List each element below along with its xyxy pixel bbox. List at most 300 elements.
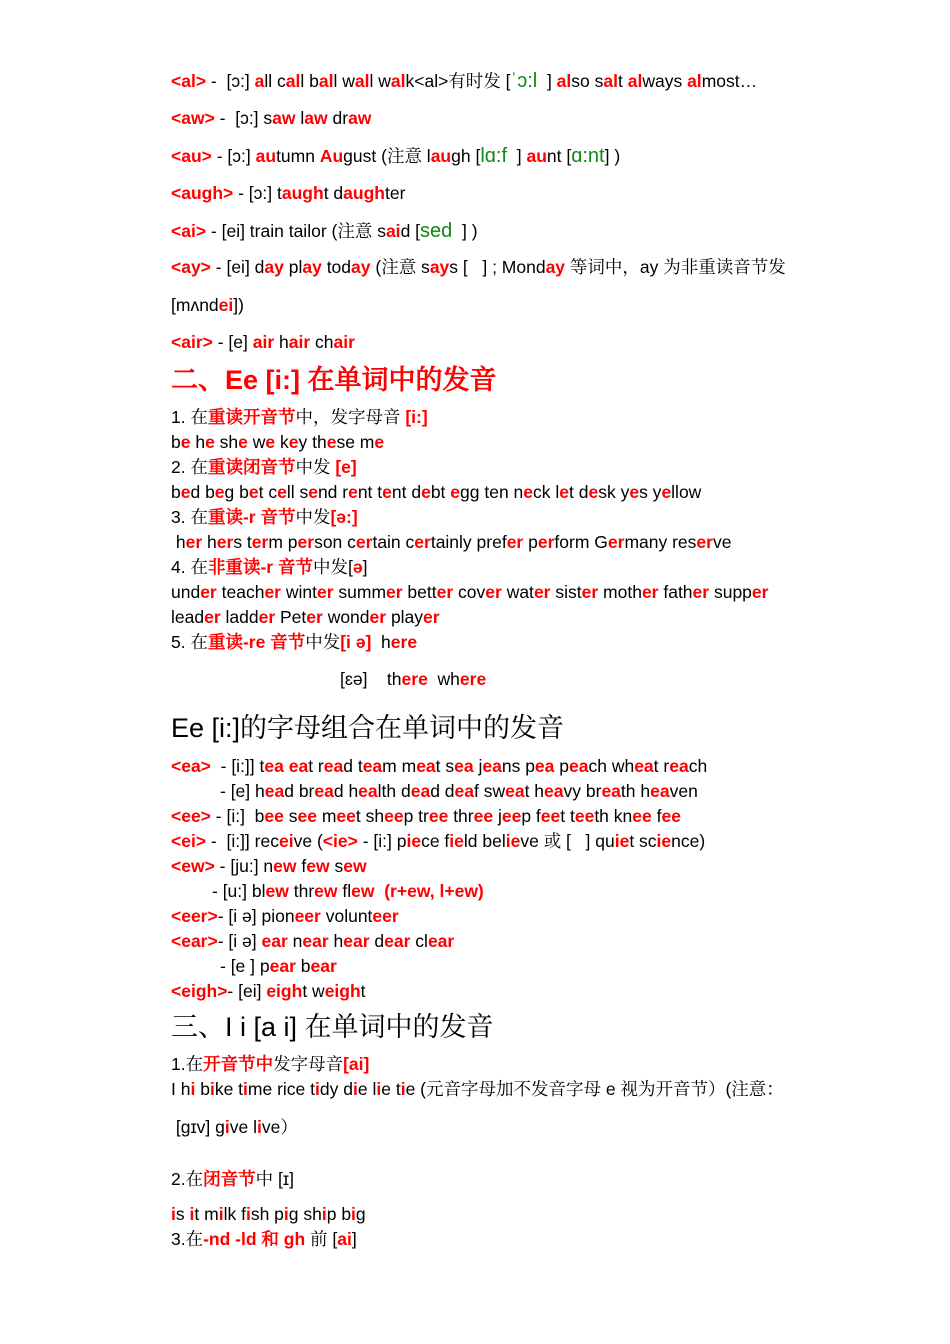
text-run: Pet xyxy=(275,607,307,627)
highlighted-letters: ie xyxy=(449,831,464,851)
text-run: h xyxy=(371,632,391,652)
highlighted-letters: e xyxy=(661,482,672,502)
highlighted-letters: i xyxy=(376,1079,382,1099)
text-run: e (元音字母加不发音字母 e 视为开音节）(注意： xyxy=(405,1079,784,1099)
text-run: ter xyxy=(384,183,406,203)
text-run: tod xyxy=(321,257,352,277)
highlighted-letters: ay xyxy=(351,257,371,277)
highlighted-letters: 重读闭音节 xyxy=(207,457,296,477)
text-run: h xyxy=(328,931,344,951)
highlighted-letters: ie xyxy=(614,831,630,851)
text-line xyxy=(340,668,486,690)
highlighted-letters: i xyxy=(352,1079,358,1099)
highlighted-letters: ei xyxy=(218,295,234,315)
highlighted-letters: er xyxy=(297,532,315,552)
highlighted-letters: <ee> xyxy=(171,806,211,826)
phonetic-highlight: lɑ:f xyxy=(480,145,508,167)
phonetic-highlight: sed xyxy=(420,220,453,242)
highlighted-letters: e xyxy=(214,482,225,502)
highlighted-letters: al xyxy=(687,71,702,91)
highlighted-letters: (r+ew, l+ew) xyxy=(374,881,484,901)
text-line xyxy=(171,581,768,603)
text-run: tain c xyxy=(372,532,415,552)
highlighted-letters: ea xyxy=(454,756,474,776)
highlighted-letters: eer xyxy=(372,906,399,926)
section-heading xyxy=(171,710,564,746)
text-run: sist xyxy=(550,582,582,602)
highlighted-letters: e xyxy=(248,482,259,502)
highlighted-letters: i xyxy=(218,1204,224,1224)
text-run: s xyxy=(175,1204,190,1224)
text-run: ch xyxy=(310,332,334,352)
text-run: nt d xyxy=(391,482,422,502)
highlighted-letters: <ew> xyxy=(171,856,215,876)
highlighted-letters: augh xyxy=(281,183,324,203)
text-line xyxy=(171,631,417,653)
text-line xyxy=(171,70,757,92)
text-run: [ɛə] th xyxy=(340,669,402,689)
text-run: nd r xyxy=(317,482,349,502)
phonetic-highlight: ˈɔ:l xyxy=(510,70,538,92)
text-run: pl xyxy=(283,257,303,277)
highlighted-letters: er xyxy=(306,607,323,627)
text-run: t sc xyxy=(629,831,657,851)
highlighted-letters: e xyxy=(180,432,191,452)
text-run: l w xyxy=(333,71,355,91)
text-run: supp xyxy=(709,582,752,602)
text-line xyxy=(171,256,786,278)
text-line xyxy=(171,331,355,353)
text-run: ns p xyxy=(501,756,535,776)
text-run: - [ɔ:] s xyxy=(214,108,273,128)
text-run: p xyxy=(554,756,569,776)
text-line xyxy=(220,955,337,977)
highlighted-letters: <air> xyxy=(171,332,213,352)
highlighted-letters: air xyxy=(333,332,355,352)
highlighted-letters: ay xyxy=(545,257,566,277)
highlighted-letters: ə xyxy=(352,557,363,577)
text-run: - [ɔ:] xyxy=(211,146,256,166)
text-run: gust (注意 l xyxy=(343,146,431,166)
highlighted-letters: er xyxy=(485,582,502,602)
highlighted-letters: e xyxy=(450,482,461,502)
highlighted-letters: ea xyxy=(482,756,502,776)
highlighted-letters: ear xyxy=(384,931,411,951)
highlighted-letters: e xyxy=(348,482,358,502)
highlighted-letters: al xyxy=(627,71,643,91)
text-line xyxy=(171,506,358,528)
text-run: g sh xyxy=(288,1204,322,1224)
highlighted-letters: er xyxy=(355,532,373,552)
text-run: - [u:] bl xyxy=(212,881,266,901)
highlighted-letters: i xyxy=(224,1117,230,1137)
text-line xyxy=(171,220,478,242)
text-run: ways xyxy=(642,71,688,91)
text-run: e t xyxy=(381,1079,401,1099)
text-run: j xyxy=(493,806,502,826)
text-run: - [i:] b xyxy=(210,806,265,826)
text-run: g b xyxy=(224,482,249,502)
text-run: volunt xyxy=(320,906,373,926)
text-run: j xyxy=(473,756,483,776)
text-run: s xyxy=(329,856,344,876)
highlighted-letters: er xyxy=(414,532,431,552)
text-run: s t xyxy=(233,532,252,552)
text-run: b xyxy=(195,1079,210,1099)
highlighted-letters: 开音节中 xyxy=(203,1054,274,1074)
text-run: d t xyxy=(343,756,363,776)
text-line xyxy=(171,930,454,952)
highlighted-letters: al xyxy=(318,71,334,91)
text-run: ] xyxy=(362,557,368,577)
text-run: f sw xyxy=(473,781,506,801)
text-run: 4. 在 xyxy=(171,557,208,577)
text-run: (注意 s xyxy=(370,257,430,277)
highlighted-letters: aw xyxy=(304,108,328,128)
highlighted-letters: er xyxy=(258,607,276,627)
text-run: und xyxy=(171,582,201,602)
text-line xyxy=(171,556,367,578)
highlighted-letters: <ear> xyxy=(171,931,218,951)
text-line xyxy=(212,880,484,902)
text-run: - [e ] p xyxy=(220,956,270,976)
text-run: l w xyxy=(369,71,391,91)
text-line xyxy=(171,456,357,478)
text-line xyxy=(171,755,707,777)
highlighted-letters: e xyxy=(421,482,431,502)
text-run: vy br xyxy=(563,781,602,801)
text-run: 2. 在 xyxy=(171,457,208,477)
highlighted-letters: ew xyxy=(343,856,367,876)
highlighted-letters: ear xyxy=(302,931,329,951)
highlighted-letters: eigh xyxy=(266,981,303,1001)
text-run: k xyxy=(275,432,289,452)
text-run: p xyxy=(523,532,538,552)
text-run: - [i:]] t xyxy=(210,756,265,776)
highlighted-letters: <ie> xyxy=(322,831,358,851)
highlighted-letters: ee xyxy=(428,806,449,826)
text-run: wat xyxy=(501,582,534,602)
highlighted-letters: [i ə] xyxy=(340,632,372,652)
highlighted-letters: ea xyxy=(362,756,383,776)
highlighted-letters: er xyxy=(216,532,234,552)
text-run: nt [ xyxy=(546,146,572,166)
highlighted-letters: ea xyxy=(410,781,431,801)
text-run: l xyxy=(295,108,305,128)
text-run: ] xyxy=(351,1229,357,1249)
highlighted-letters: e xyxy=(180,482,191,502)
text-line xyxy=(171,805,681,827)
highlighted-letters: er xyxy=(264,582,281,602)
text-run: d [ xyxy=(400,221,421,241)
text-run: lead xyxy=(171,607,205,627)
text-run: p f xyxy=(521,806,541,826)
highlighted-letters: er xyxy=(423,607,440,627)
highlighted-letters: i xyxy=(171,1204,176,1224)
text-run: g xyxy=(355,1204,366,1224)
text-run: ve ( xyxy=(293,831,323,851)
text-run: ve） xyxy=(261,1117,298,1137)
highlighted-letters: au xyxy=(255,146,277,166)
highlighted-letters: ew xyxy=(314,881,338,901)
highlighted-letters: al xyxy=(354,71,370,91)
highlighted-letters: al xyxy=(556,71,572,91)
highlighted-letters: <au> xyxy=(171,146,212,166)
text-line xyxy=(171,1116,298,1138)
text-run: 1.在 xyxy=(171,1054,204,1074)
text-run: 中，发字母音 xyxy=(295,407,406,427)
highlighted-letters: <al> xyxy=(171,71,207,91)
highlighted-letters: er xyxy=(751,582,769,602)
text-run: 中发[ xyxy=(312,557,353,577)
highlighted-letters: ea xyxy=(288,756,309,776)
text-line xyxy=(171,1078,784,1100)
text-run: thr xyxy=(448,806,474,826)
text-run: e l xyxy=(357,1079,377,1099)
highlighted-letters: i xyxy=(243,1079,248,1099)
highlighted-letters: al xyxy=(390,71,406,91)
text-run: se m xyxy=(336,432,375,452)
text-run: t d xyxy=(323,183,344,203)
text-run: moth xyxy=(598,582,642,602)
highlighted-letters: <augh> xyxy=(171,183,234,203)
text-run: m m xyxy=(382,756,417,776)
text-run: ve xyxy=(712,532,732,552)
text-run: 等词中，ay 为非重读音节发 xyxy=(565,257,786,277)
highlighted-letters: i xyxy=(400,1079,406,1099)
text-line xyxy=(171,855,367,877)
highlighted-letters: ea xyxy=(650,781,670,801)
text-run: - [e] xyxy=(212,332,253,352)
highlighted-letters: e xyxy=(238,432,248,452)
text-run: llow xyxy=(671,482,702,502)
highlighted-letters: [e] xyxy=(335,457,357,477)
text-run: w xyxy=(247,432,266,452)
highlighted-letters: ea xyxy=(264,756,284,776)
text-line xyxy=(171,145,620,167)
highlighted-letters: er xyxy=(506,532,524,552)
highlighted-letters: ee xyxy=(384,806,404,826)
highlighted-letters: ay xyxy=(264,257,284,277)
highlighted-letters: ear xyxy=(343,931,370,951)
text-run: - [ei] train tailor (注意 s xyxy=(206,221,386,241)
highlighted-letters: e xyxy=(629,482,640,502)
highlighted-letters: er xyxy=(185,532,203,552)
text-line xyxy=(171,294,244,316)
text-run: son c xyxy=(314,532,356,552)
highlighted-letters: i xyxy=(257,1117,262,1137)
highlighted-letters: ea xyxy=(569,756,589,776)
highlighted-letters: ai xyxy=(385,221,401,241)
text-run: t r xyxy=(653,756,670,776)
highlighted-letters: ere xyxy=(459,669,487,689)
text-line xyxy=(220,780,698,802)
highlighted-letters: al xyxy=(603,71,618,91)
text-run: [mʌnd xyxy=(171,295,219,315)
text-run: s y xyxy=(639,482,662,502)
text-run: l b xyxy=(300,71,319,91)
highlighted-letters: er xyxy=(696,532,713,552)
highlighted-letters: er xyxy=(316,582,334,602)
text-run: t s xyxy=(435,756,455,776)
text-run: d d xyxy=(430,781,455,801)
highlighted-letters: ee xyxy=(574,806,595,826)
text-run: m p xyxy=(268,532,298,552)
highlighted-letters: ea xyxy=(634,756,654,776)
highlighted-letters: ee xyxy=(473,806,494,826)
highlighted-letters: ea xyxy=(358,781,378,801)
highlighted-letters: er xyxy=(533,582,551,602)
highlighted-letters: Au xyxy=(319,146,344,166)
text-run: me rice t xyxy=(247,1079,316,1099)
text-line xyxy=(171,531,731,553)
text-run: ll s xyxy=(286,482,309,502)
highlighted-letters: <eigh> xyxy=(171,981,228,1001)
text-run: t sh xyxy=(355,806,385,826)
highlighted-letters: e xyxy=(277,482,287,502)
text-run: - [ju:] n xyxy=(214,856,274,876)
text-run: ] xyxy=(507,146,527,166)
highlighted-letters: <ea> xyxy=(171,756,211,776)
highlighted-letters: ew xyxy=(306,856,330,876)
highlighted-letters: i xyxy=(189,1204,195,1224)
text-run: - [i ə] xyxy=(217,931,262,951)
text-run: I h xyxy=(171,1079,191,1099)
text-run: d xyxy=(369,931,385,951)
highlighted-letters: ie xyxy=(406,831,422,851)
text-run: h xyxy=(202,532,217,552)
text-run: - [ɔ:] xyxy=(206,71,255,91)
section-heading xyxy=(171,362,497,398)
text-run: ven xyxy=(669,781,698,801)
text-run: ke t xyxy=(214,1079,244,1099)
text-run: d b xyxy=(190,482,215,502)
highlighted-letters: 重读-r 音节 xyxy=(207,507,296,527)
text-run: - [i:] p xyxy=(357,831,407,851)
highlighted-letters: ee xyxy=(336,806,356,826)
text-run: t c xyxy=(258,482,278,502)
highlighted-letters: er xyxy=(386,582,403,602)
highlighted-letters: [ai] xyxy=(343,1054,370,1074)
text-run: fath xyxy=(658,582,693,602)
highlighted-letters: ea xyxy=(505,781,525,801)
text-run: 3. 在 xyxy=(171,507,208,527)
text-run: tainly pref xyxy=(430,532,507,552)
highlighted-letters: ea xyxy=(534,756,555,776)
text-run: nce) xyxy=(671,831,706,851)
text-run: bt xyxy=(430,482,451,502)
text-run: t m xyxy=(194,1204,219,1224)
highlighted-letters: ee xyxy=(501,806,522,826)
text-run: dr xyxy=(327,108,349,128)
highlighted-letters: i xyxy=(351,1204,356,1224)
text-run: 二、Ee [i:] 在单词中的发音 xyxy=(171,365,497,395)
text-run: wh xyxy=(427,669,460,689)
highlighted-letters: aw xyxy=(348,108,372,128)
highlighted-letters: i xyxy=(283,1204,289,1224)
text-run: - [i:]] rec xyxy=(206,831,279,851)
text-run: b xyxy=(295,956,311,976)
highlighted-letters: ear xyxy=(261,931,288,951)
highlighted-letters: er xyxy=(581,582,599,602)
text-run: t xyxy=(360,981,366,1001)
highlighted-letters: er xyxy=(607,532,625,552)
text-run: m xyxy=(316,806,337,826)
text-run: ]) xyxy=(233,295,244,315)
highlighted-letters: [ə:] xyxy=(330,507,358,527)
highlighted-letters: ea xyxy=(601,781,621,801)
highlighted-letters: ie xyxy=(656,831,672,851)
text-run: 3.在 xyxy=(171,1229,204,1249)
text-run: gg ten n xyxy=(460,482,524,502)
highlighted-letters: ew xyxy=(273,856,297,876)
highlighted-letters: augh xyxy=(343,183,385,203)
text-line xyxy=(171,406,428,428)
text-run: nt t xyxy=(357,482,383,502)
highlighted-letters: ea xyxy=(544,781,564,801)
text-run: n xyxy=(287,931,303,951)
text-run: sh p xyxy=(250,1204,284,1224)
text-run: th kn xyxy=(594,806,633,826)
highlighted-letters: eer xyxy=(294,906,321,926)
highlighted-letters: 重读-re 音节 xyxy=(207,632,306,652)
text-line xyxy=(171,1168,294,1190)
text-line xyxy=(171,182,405,204)
highlighted-letters: ie xyxy=(505,831,521,851)
text-run: summ xyxy=(333,582,387,602)
text-run: b xyxy=(171,482,181,502)
text-run: 发字母音 xyxy=(273,1054,344,1074)
text-run: 中 [ɪ] xyxy=(255,1169,294,1189)
highlighted-letters: e xyxy=(265,432,276,452)
text-run: 中发 xyxy=(305,632,341,652)
highlighted-letters: e xyxy=(588,482,599,502)
highlighted-letters: e xyxy=(523,482,534,502)
text-run: h xyxy=(190,432,206,452)
text-run: ck l xyxy=(533,482,560,502)
text-run: ce f xyxy=(421,831,450,851)
text-run: f xyxy=(651,806,662,826)
text-line xyxy=(171,107,371,129)
highlighted-letters: er xyxy=(251,532,269,552)
highlighted-letters: ea xyxy=(454,781,474,801)
highlighted-letters: er xyxy=(641,582,659,602)
text-run: p b xyxy=(326,1204,352,1224)
highlighted-letters: air xyxy=(252,332,275,352)
highlighted-letters: a xyxy=(254,71,265,91)
text-run: wint xyxy=(280,582,317,602)
text-run: ch wh xyxy=(588,756,635,776)
text-run: s xyxy=(283,806,298,826)
text-line xyxy=(171,606,440,628)
text-line xyxy=(171,980,366,1002)
highlighted-letters: ere xyxy=(401,669,428,689)
text-run: play xyxy=(386,607,424,627)
text-run: form G xyxy=(554,532,608,552)
highlighted-letters: <ai> xyxy=(171,221,207,241)
text-line xyxy=(171,1053,369,1075)
text-run: cov xyxy=(453,582,486,602)
text-run: - [e] h xyxy=(220,781,265,801)
highlighted-letters: ear xyxy=(310,956,337,976)
text-run: 5. 在 xyxy=(171,632,208,652)
highlighted-letters: ea xyxy=(264,781,285,801)
highlighted-letters: <eer> xyxy=(171,906,218,926)
highlighted-letters: er xyxy=(204,607,221,627)
text-run: th h xyxy=(620,781,651,801)
highlighted-letters: e xyxy=(559,482,569,502)
text-run: thr xyxy=(288,881,315,901)
